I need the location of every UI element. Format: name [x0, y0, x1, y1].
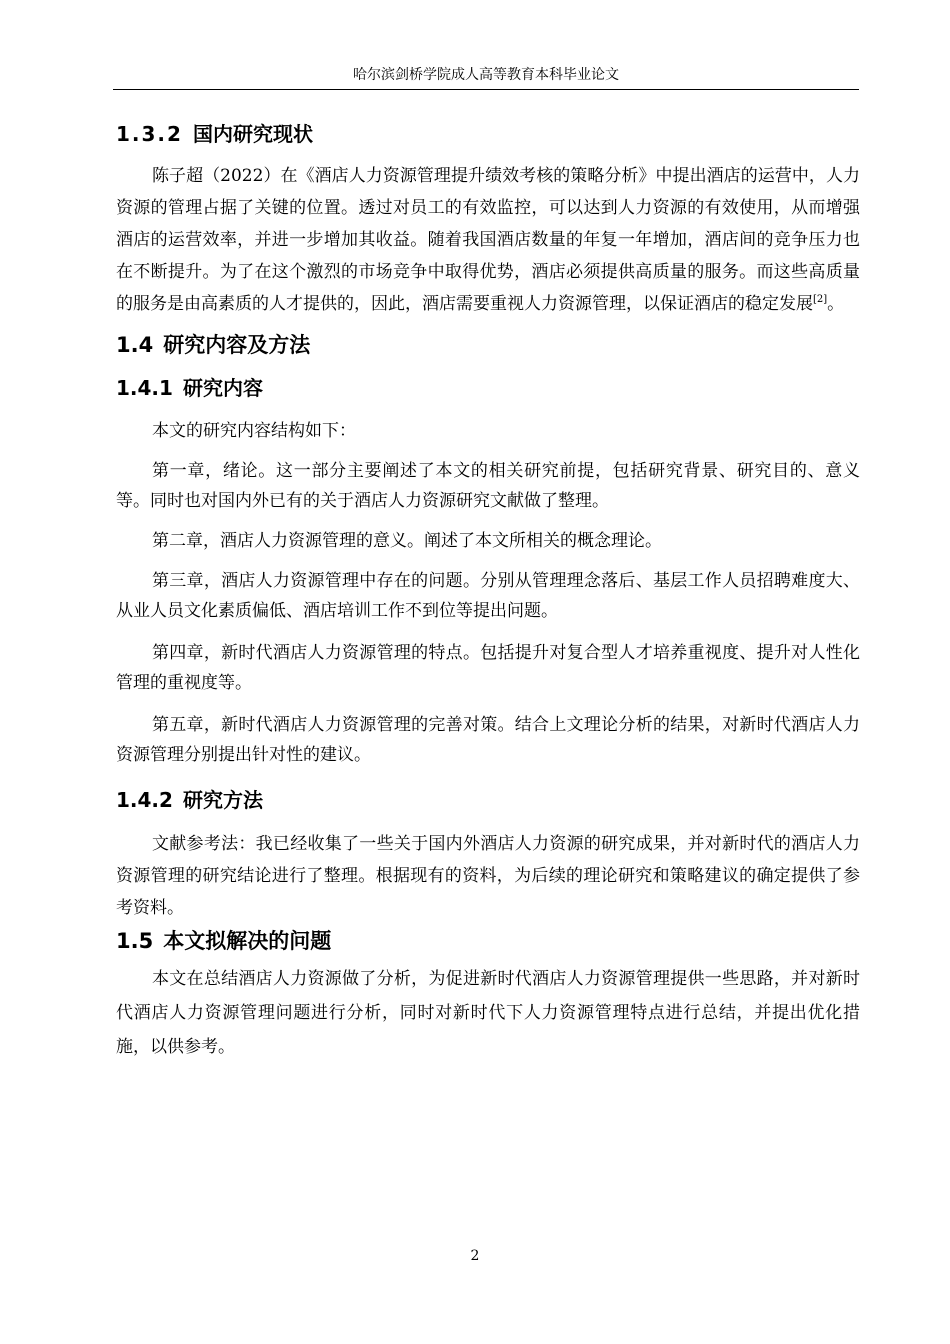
page-number: 2	[470, 1248, 480, 1264]
section-heading-1-5	[116, 926, 860, 956]
section-heading-1-4-2	[116, 786, 860, 814]
section-number: 1.4.1	[116, 376, 173, 400]
research-content-intro: 本文的研究内容结构如下：	[152, 421, 356, 441]
section-heading-1-4	[116, 330, 860, 360]
section-title: 研究内容及方法	[163, 333, 311, 357]
header-divider	[113, 89, 859, 90]
section-title: 研究方法	[182, 788, 263, 812]
paragraph-domestic-research	[116, 160, 860, 320]
chapter-1-description: 第一章，绪论。这一部分主要阐述了本文的相关研究前提，包括研究背景、研究目的、意义等。同时也对国内外已有的关于酒店人力资源研究文献做了整理。	[116, 461, 860, 511]
chapter-4-description: 第四章，新时代酒店人力资源管理的特点。包括提升对复合型人才培养重视度、提升对人性化管理的重视度等。	[116, 643, 860, 693]
page-content	[116, 120, 860, 1064]
section-title: 研究内容	[182, 376, 263, 400]
section-title: 国内研究现状	[192, 122, 313, 146]
paragraph-problems-to-solve: 本文在总结酒店人力资源做了分析，为促进新时代酒店人力资源管理提供一些思路，并对新时代酒店人力资源管理问题进行分析，同时对新时代下人力资源管理特点进行总结，并提出优化措施，以供参考。	[116, 969, 860, 1057]
citation: [2]	[813, 294, 828, 305]
section-heading-1-4-1	[116, 374, 860, 402]
section-number: 1.5	[116, 929, 154, 953]
chapter-2-description: 第二章，酒店人力资源管理的意义。阐述了本文所相关的概念理论。	[152, 531, 662, 551]
paragraph-end: 。	[827, 294, 845, 314]
paragraph-research-method: 文献参考法：我已经收集了一些关于国内外酒店人力资源的研究成果，并对新时代的酒店人力资源管理的研究结论进行了整理。根据现有的资料，为后续的理论研究和策略建议的确定提供了参考资料。	[116, 834, 860, 918]
section-heading-1-3-2	[116, 120, 860, 148]
section-number: 1.4	[116, 333, 154, 357]
section-title: 本文拟解决的问题	[163, 929, 332, 953]
section-number: 1.4.2	[116, 788, 173, 812]
chapter-3-description: 第三章，酒店人力资源管理中存在的问题。分别从管理理念落后、基层工作人员招聘难度大、从业人员文化素质偏低、酒店培训工作不到位等提出问题。	[116, 571, 860, 621]
chapter-5-description: 第五章，新时代酒店人力资源管理的完善对策。结合上文理论分析的结果，对新时代酒店人力资源管理分别提出针对性的建议。	[116, 715, 860, 765]
section-number: 1.3.2	[116, 122, 183, 146]
page-header: 哈尔滨剑桥学院成人高等教育本科毕业论文	[353, 67, 619, 83]
paragraph-text: 陈子超（2022）在《酒店人力资源管理提升绩效考核的策略分析》中提出酒店的运营中，人力资源的管理占据了关键的位置。透过对员工的有效监控，可以达到人力资源的有效使用，从而增强酒店的运营效率，并进一步增加其收益。随着我国酒店数量的年复一年增加，酒店间的竞争压力也在不断提升。为了在这个激烈的市场竞争中取得优势，酒店必须提供高质量的服务。而这些高质量的服务是由高素质的人才提供的，因此，酒店需要重视人力资源管理，以保证酒店的稳定发展	[116, 166, 860, 314]
